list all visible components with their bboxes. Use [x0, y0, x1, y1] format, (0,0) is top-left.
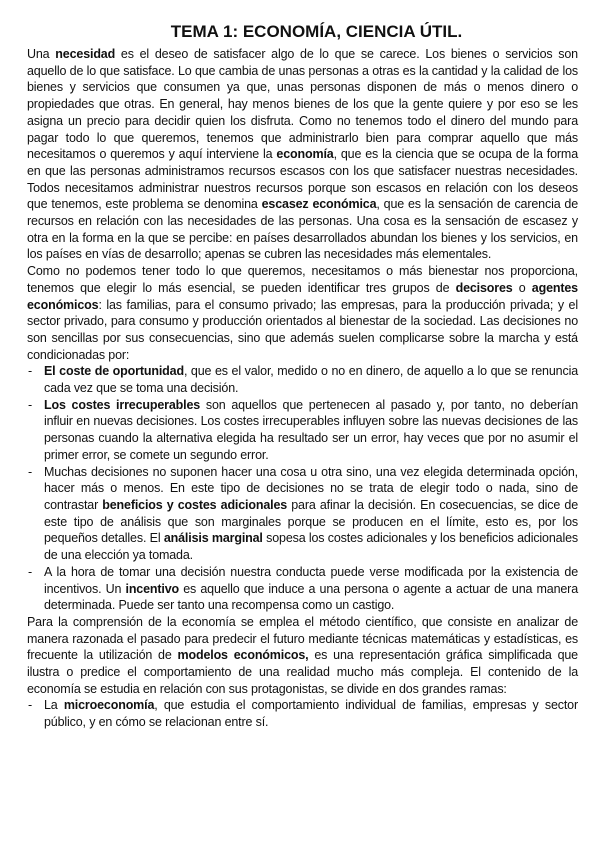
term-modelos-economicos: modelos económicos,: [177, 648, 309, 663]
list-item: [27, 397, 578, 464]
term-economia: economía: [276, 147, 334, 162]
text-run: A la hora de tomar una decisión nuestra conducta puede verse modificada por la existencia de incentivos. Un: [44, 564, 578, 596]
text-run: : las familias, para el consumo privado; las empresas, para la producción privada; y el sector privado, para consumo y producción orientados al bienestar de la sociedad. Las decisiones no son sencillas por sus consecuencias, sino que además suelen complicarse sobre la marcha y está condicionadas por:: [27, 297, 578, 362]
text-run: es el deseo de satisfacer algo de lo que se carece. Los bienes o servicios son aquello de lo que satisface. Lo que cambia de unas personas a otras es la cantidad y la calidad de los bienes y servicios que consumen ya que, unas personas disponen de más o menos dinero o propiedades que otras. En general, hay menos bienes de los que la gente quiere y por eso se les asigna un precio para decidir quien los disfruta. Como no tenemos todo el dinero del mundo para pagar todo lo que queremos, tenemos que administrarlo bien para comprar aquello que más necesitamos o queremos y aquí interviene la: [27, 47, 578, 162]
paragraph-metodo-cientifico: [27, 614, 578, 698]
paragraph-decisores: [27, 263, 578, 363]
term-beneficios-costes-adicionales: beneficios y costes adicionales: [102, 497, 288, 512]
term-necesidad: necesidad: [55, 47, 116, 61]
term-analisis-marginal: análisis marginal: [163, 531, 263, 546]
dash-bullet: -: [28, 464, 33, 479]
list-item: [27, 464, 578, 564]
text-run: , que estudia el comportamiento individual de familias, empresas y sector público, y en cómo se relacionan entre sí.: [44, 698, 578, 730]
term-microeconomia: microeconomía: [63, 698, 155, 713]
text-run: , que es la sensación de carencia de recursos en relación con las necesidades de las personas. Una cosa es la sensación de escasez y otra en la forma en la que se percibe: en países desarrollados abundan los bienes y los servicios, en los países en vías de desarrollo; apenas se cubren las necesidades más elementales.: [27, 197, 579, 262]
text-run: Una: [27, 47, 56, 61]
page-title: TEMA 1: ECONOMÍA, CIENCIA ÚTIL.: [170, 22, 463, 41]
text-run: es aquello que induce a una persona o agente a actuar de una manera determinada. Puede ser tanto una recompensa como un castigo.: [44, 581, 578, 613]
term-escasez-economica: escasez económica: [261, 197, 377, 212]
term-decisores: decisores: [455, 280, 513, 295]
text-run: sopesa los costes adicionales y los beneficios adicionales de una elección ya tomada.: [44, 531, 578, 563]
text-run: , que es el valor, medido o no en dinero, de aquello a lo que se renuncia cada vez que se toma una decisión.: [44, 364, 578, 396]
list-item: [27, 697, 578, 730]
term-costes-irrecuperables: Los costes irrecuperables: [44, 397, 201, 412]
text-run: La: [44, 698, 64, 713]
text-run: son aquellos que pertenecen al pasado y, por tanto, no deberían influir en nuevas decisiones. Los costes irrecuperables influyen sobre las nuevas decisiones de las personas cuando la alternativa elegida ha resultado ser un error, hay veces que por no asumir el primer error, se comete un segundo error.: [44, 397, 578, 462]
list-item: [27, 564, 578, 614]
dash-bullet: -: [28, 564, 33, 579]
text-run: Muchas decisiones no suponen hacer una cosa u otra sino, una vez elegida determinada opción, hacer más o menos. En este tipo de decisiones no se trata de elegir todo o nada, sino de contrastar: [44, 464, 578, 512]
dash-bullet: -: [28, 397, 33, 412]
text-run: Como no podemos tener todo lo que queremos, necesitamos o más bienestar nos proporciona, tenemos que elegir lo más esencial, se pueden identificar tres grupos de: [27, 264, 578, 295]
list-item: [27, 363, 578, 396]
text-run: para afinar la decisión. En cosecuencias, se dice de este tipo de análisis que son marginales porque se producen en el límite, esto es, por los pequeños detalles. El: [44, 497, 578, 546]
term-incentivo: incentivo: [125, 581, 180, 596]
text-run: , que es la ciencia que se ocupa de la forma en que las personas administramos recursos escasos con los que satisfacer nuestras necesidades. Todos necesitamos administrar nuestros recursos porque son escasos en relación con los deseos que tenemos, este problema se denomina: [27, 147, 578, 212]
text-run: o: [512, 280, 532, 295]
paragraph-necesidad: [27, 46, 578, 263]
list-ramas-economia: [27, 697, 578, 730]
dash-bullet: -: [28, 364, 33, 379]
list-decision-factors: [27, 363, 578, 614]
text-run: es una representación gráfica simplificada que ilustra o predice el comportamiento de una realidad mucho más compleja. El contenido de la economía se estudia en relación con sus protagonistas, se divide en dos grandes ramas:: [27, 648, 578, 696]
term-coste-oportunidad: El coste de oportunidad: [44, 364, 184, 379]
term-agentes-economicos: agentes económicos: [27, 280, 578, 312]
text-run: Para la comprensión de la economía se emplea el método científico, que consiste en analizar de manera razonada el pasado para predecir el futuro mediante técnicas matemáticas y estadísticas, es frecuente la utilización de: [27, 614, 578, 663]
dash-bullet: -: [28, 698, 33, 713]
